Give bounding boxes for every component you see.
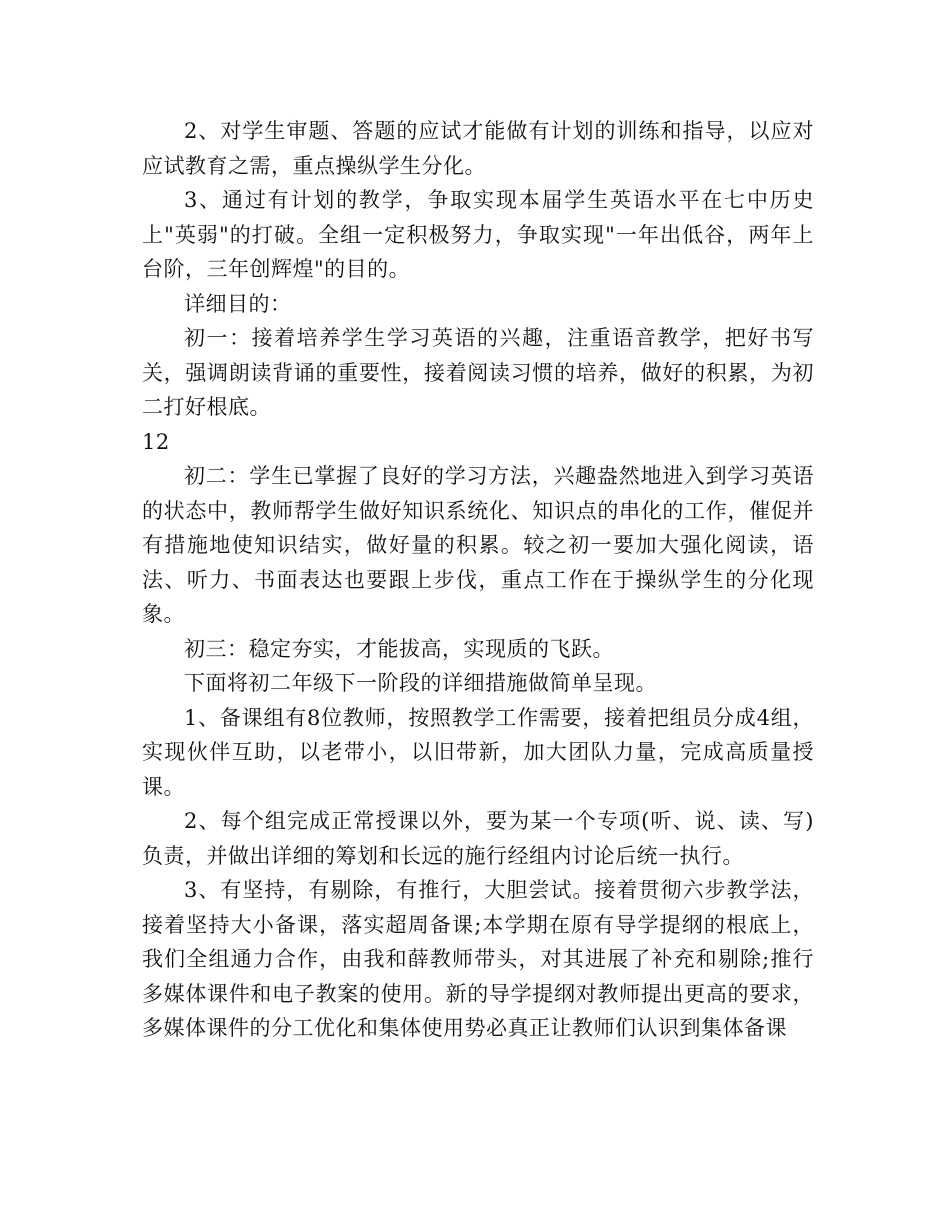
paragraph-measures-intro: 下面将初二年级下一阶段的详细措施做简单呈现。 [184,671,657,695]
page-number-marker: 12 [142,429,170,454]
paragraph-measure-3: 3、有坚持，有剔除，有推行，大胆尝试。接着贯彻六步教学法，接着坚持大小备课，落实超周备课;本学期在原有导学提纲的根底上，我们全组通力合作，由我和薛教师带头，对其进展了补充和剔除;推行多媒体课件和电子教案的使用。新的导学提纲对教师提出更高的要求，多媒体课件的分工优化和集体使用势必真正让教师们认识到集体备课 [142,878,814,1040]
paragraph-measure-2: 2、每个组完成正常授课以外，要为某一个专项(听、说、读、写)负责，并做出详细的筹划和长远的施行经组内讨论后统一执行。 [142,809,814,868]
paragraph-grade-three: 初三：稳定夯实，才能拔高，实现质的飞跃。 [184,636,614,661]
paragraph-measure-1: 1、备课组有8位教师，按照教学工作需要，接着把组员分成4组，实现伙伴互助，以老带小，以旧带新，加大团队力量，完成高质量授课。 [142,705,814,799]
paragraph-grade-two: 初二：学生已掌握了良好的学习方法，兴趣盎然地进入到学习英语的状态中，教师帮学生做好知识系统化、知识点的串化的工作，催促并有措施地使知识结实，做好量的积累。较之初一要加大强化阅读，语法、听力、书面表达也要跟上步伐，重点工作在于操纵学生的分化现象。 [142,464,814,626]
document-body [142,114,814,1046]
paragraph-detailed-goals-heading: 详细目的： [184,291,292,316]
paragraph-goal-2: 2、对学生审题、答题的应试才能做有计划的训练和指导，以应对应试教育之需，重点操纵学生分化。 [142,119,814,178]
paragraph-goal-3: 3、通过有计划的教学，争取实现本届学生英语水平在七中历史上"英弱"的打破。全组一定积极努力，争取实现"一年出低谷，两年上台阶，三年创辉煌"的目的。 [142,188,814,281]
paragraph-grade-one: 初一：接着培养学生学习英语的兴趣，注重语音教学，把好书写关，强调朗读背诵的重要性，接着阅读习惯的培养，做好的积累，为初二打好根底。 [142,326,814,419]
